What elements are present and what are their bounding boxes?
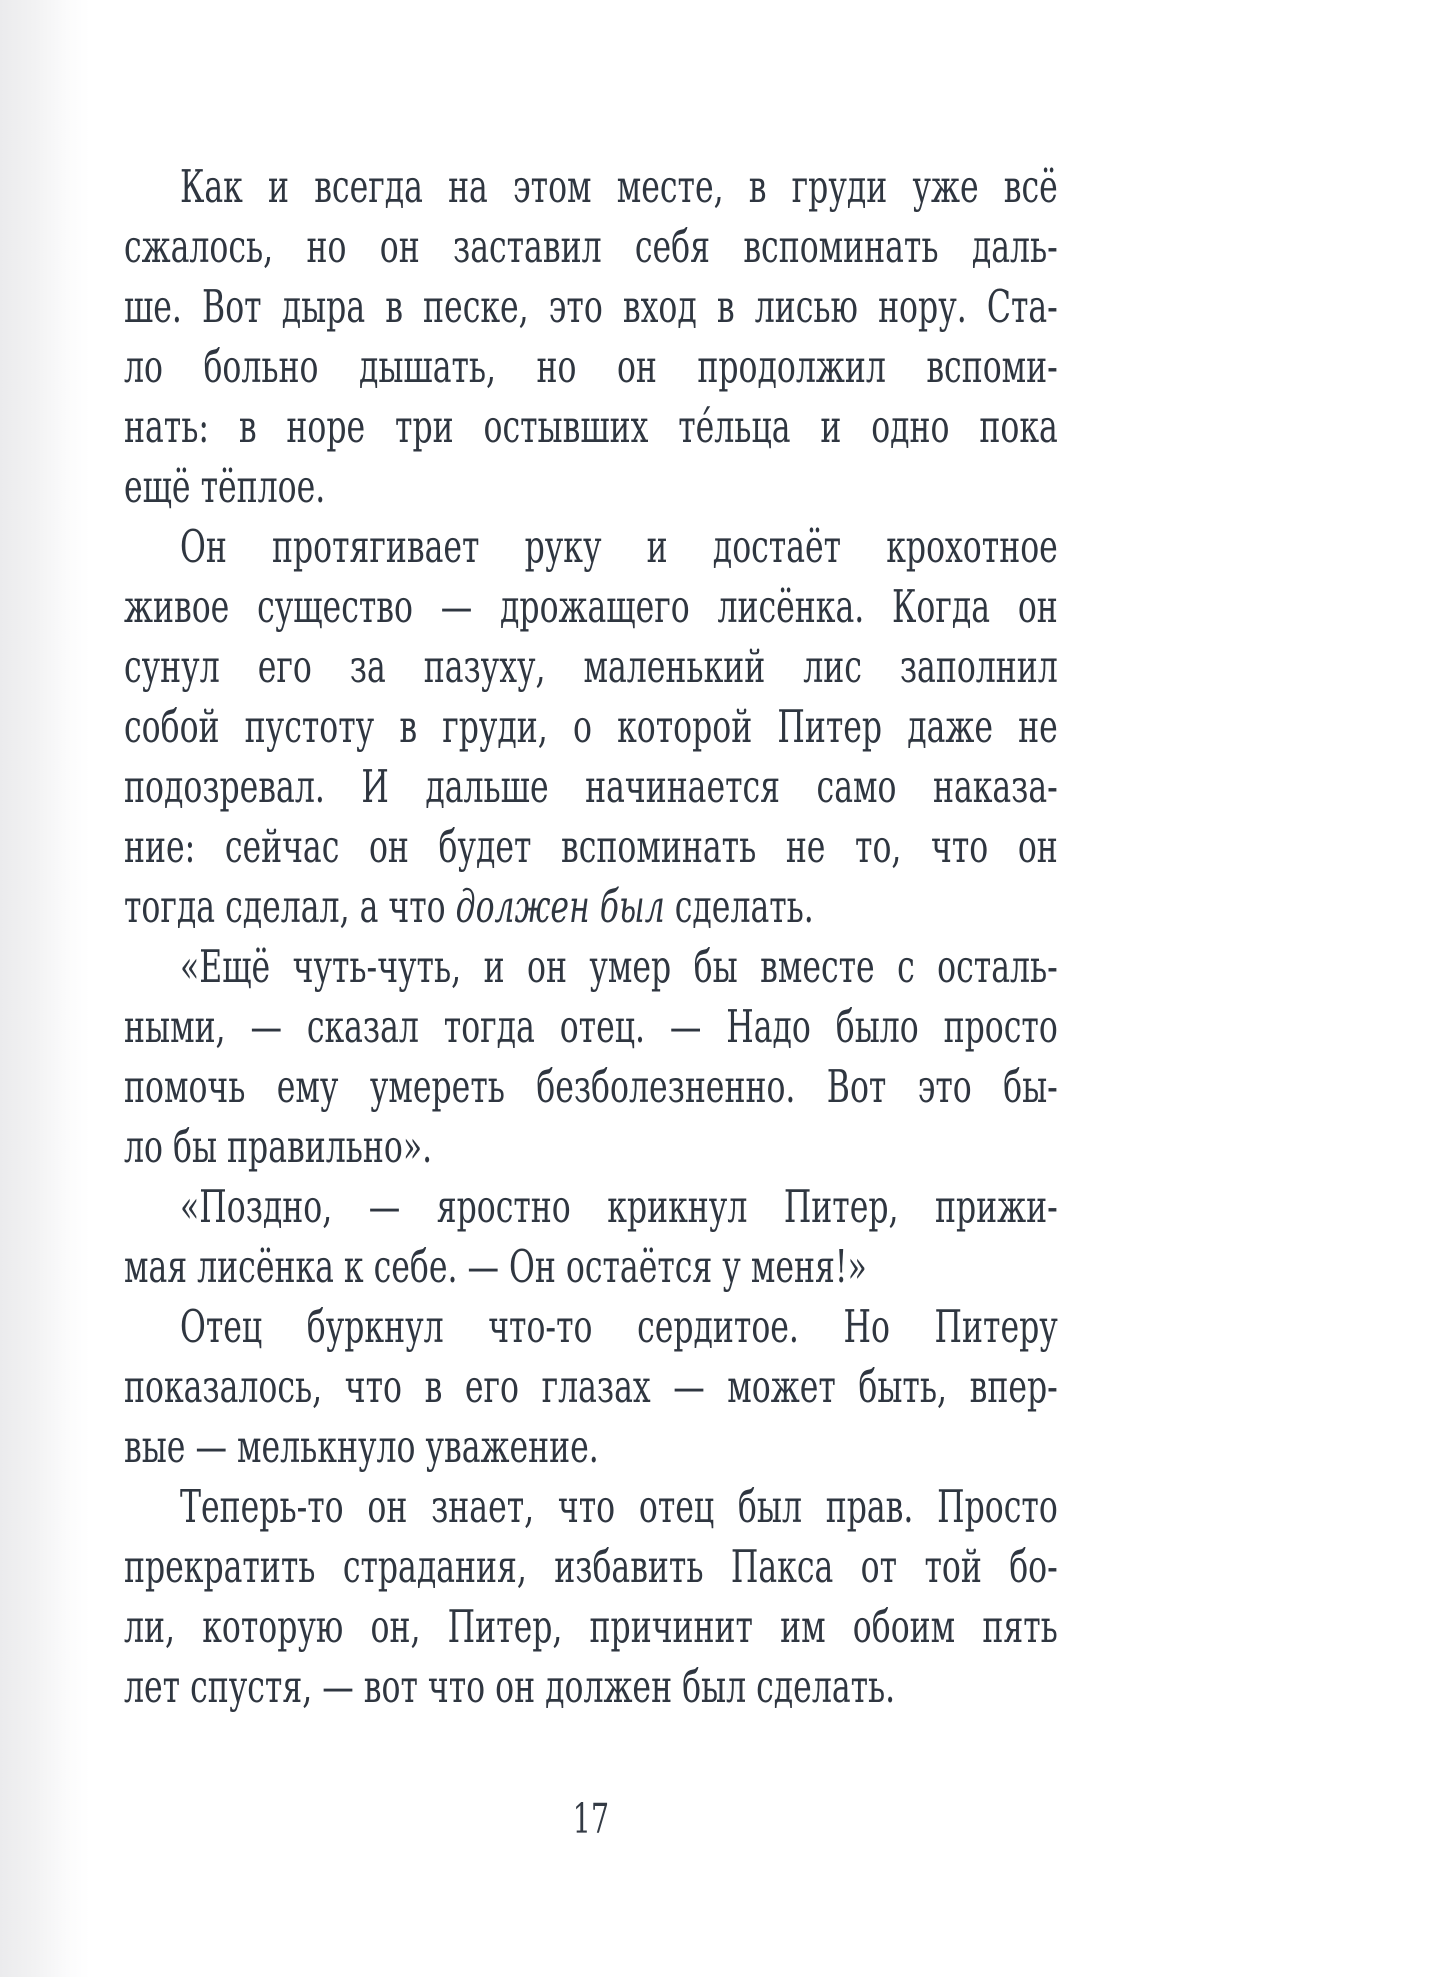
text-segment: сжалось, но он заставил себя вспоминать даль- — [124, 220, 1058, 273]
text-line — [124, 457, 1058, 517]
text-line — [124, 877, 1058, 937]
text-segment: ли, которую он, Питер, причинит им обоим пять — [124, 1600, 1058, 1653]
text-segment: сделать. — [664, 880, 814, 933]
text-line — [124, 1177, 1058, 1237]
text-line — [124, 637, 1058, 697]
text-segment: Как и всегда на этом месте, в груди уже всё — [180, 160, 1058, 213]
text-segment: показалось, что в его глазах — может быть, впер- — [124, 1360, 1058, 1413]
text-line — [124, 757, 1058, 817]
text-line — [124, 1477, 1058, 1537]
text-segment: Отец буркнул что-то сердитое. Но Питеру — [180, 1300, 1058, 1353]
page-gutter-shadow — [0, 0, 90, 1977]
text-segment: вые — мелькнуло уважение. — [124, 1420, 599, 1473]
text-segment: Он протягивает руку и достаёт крохотное — [180, 520, 1058, 573]
text-segment: «Ещё чуть-чуть, и он умер бы вместе с осталь- — [180, 940, 1058, 993]
book-text — [124, 157, 1058, 1717]
text-segment: нать: в норе три остывших те́льца и одно пока — [124, 400, 1058, 453]
text-segment: сунул его за пазуху, маленький лис заполнил — [124, 640, 1058, 693]
text-line — [124, 217, 1058, 277]
text-line — [124, 397, 1058, 457]
text-line — [124, 517, 1058, 577]
text-segment: ло больно дышать, но он продолжил вспоми- — [124, 340, 1058, 393]
text-segment: собой пустоту в груди, о которой Питер даже не — [124, 700, 1058, 753]
text-line — [124, 337, 1058, 397]
text-line — [124, 1597, 1058, 1657]
text-segment: ещё тёплое. — [124, 460, 326, 513]
text-line — [124, 577, 1058, 637]
text-segment: ло бы правильно». — [124, 1120, 433, 1173]
text-segment: живое существо — дрожащего лисёнка. Когда он — [124, 580, 1058, 633]
text-segment: подозревал. И дальше начинается само наказа- — [124, 760, 1058, 813]
text-line — [124, 1297, 1058, 1357]
text-line — [124, 937, 1058, 997]
text-segment: мая лисёнка к себе. — Он остаётся у меня!» — [124, 1240, 867, 1293]
text-line — [124, 1537, 1058, 1597]
text-segment: Теперь-то он знает, что отец был прав. Просто — [180, 1480, 1058, 1533]
text-line — [124, 997, 1058, 1057]
text-segment: «Поздно, — яростно крикнул Питер, прижи- — [180, 1180, 1058, 1233]
text-segment: ше. Вот дыра в песке, это вход в лисью нору. Ста- — [124, 280, 1058, 333]
text-line — [124, 1237, 1058, 1297]
text-segment: лет спустя, — вот что он должен был сделать. — [124, 1660, 896, 1713]
text-line — [124, 1117, 1058, 1177]
text-line — [124, 157, 1058, 217]
text-line — [124, 1057, 1058, 1117]
text-segment: помочь ему умереть безболезненно. Вот это бы- — [124, 1060, 1058, 1113]
text-line — [124, 817, 1058, 877]
text-line — [124, 697, 1058, 757]
text-line — [124, 1417, 1058, 1477]
text-segment: прекратить страдания, избавить Пакса от той бо- — [124, 1540, 1058, 1593]
text-lines — [124, 157, 1058, 1717]
text-line — [124, 277, 1058, 337]
text-segment: ными, — сказал тогда отец. — Надо было просто — [124, 1000, 1058, 1053]
text-segment: тогда сделал, а что — [124, 880, 456, 933]
text-segment: ние: сейчас он будет вспоминать не то, что он — [124, 820, 1058, 873]
italic-phrase: должен был — [455, 880, 665, 933]
text-line — [124, 1657, 1058, 1717]
page-number: 17 — [572, 1795, 610, 1843]
text-line — [124, 1357, 1058, 1417]
